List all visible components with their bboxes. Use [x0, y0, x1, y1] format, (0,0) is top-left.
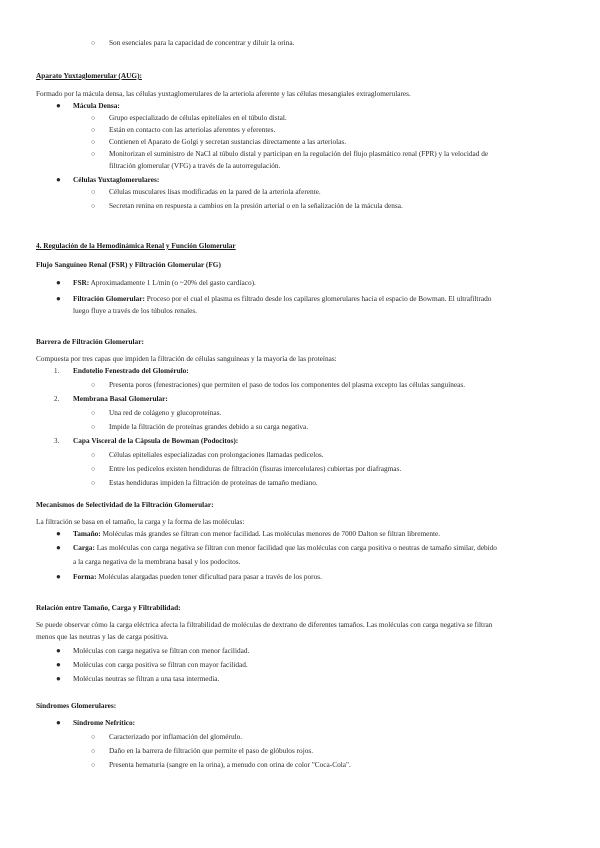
- circle-bullet-icon: ○: [91, 747, 96, 755]
- circle-bullet-icon: ○: [91, 114, 96, 122]
- circle-bullet-icon: ○: [91, 479, 96, 487]
- section-4: [36, 240, 566, 317]
- list-item: ○ Células musculares lisas modificadas en la pared de la arteriola aferente.: [91, 187, 321, 196]
- sindromes-section: [36, 700, 566, 771]
- section-heading: Aparato Yuxtaglomerular (AUG):: [36, 71, 142, 80]
- circle-bullet-icon: ○: [91, 465, 96, 473]
- list-item: ○ Una red de colágeno y glucoproteínas.: [91, 408, 222, 417]
- section-heading: Barrera de Filtración Glomerular:: [36, 337, 144, 346]
- numbered-item: 3. Capa Visceral de la Cápsula de Bowman (Podocitos):: [54, 436, 239, 445]
- numbered-item: 1. Endotelio Fenestrado del Glomérulo:: [54, 366, 189, 375]
- list-item: ○ Presenta poros (fenestraciones) que permiten el paso de todos los componentes del plasma excepto las células sanguíneas.: [91, 380, 466, 389]
- bullet-icon: ●: [56, 674, 61, 683]
- bullet-icon: ●: [56, 278, 61, 287]
- list-item: ○ Entre los pedicelos existen hendiduras de filtración (fisuras intercelulares) cubiertas por diafragmas.: [91, 464, 402, 473]
- list-item: ○ Presenta hematuria (sangre en la orina), a menudo con orina de color "Coca-Cola".: [91, 760, 351, 769]
- list-item: ● Moléculas con carga positiva se filtran con mayor facilidad.: [56, 660, 248, 669]
- bullet-icon: ●: [56, 101, 61, 110]
- list-item: ○ Grupo especializado de células epiteliales en el túbulo distal.: [91, 113, 287, 122]
- bullet-icon: ●: [56, 529, 61, 538]
- list-item: ○ Contienen el Aparato de Golgi y secretan sustancias directamente a las arteriolas.: [91, 137, 347, 146]
- circle-bullet-icon: ○: [91, 451, 96, 459]
- circle-bullet-icon: ○: [91, 733, 96, 741]
- circle-bullet-icon: ○: [91, 761, 96, 769]
- list-item: ● Tamaño: Moléculas más grandes se filtran con menor facilidad. Las moléculas menores de 7000 Dalton se filtran libremente.: [56, 529, 441, 538]
- numbered-item: 2. Membrana Basal Glomerular:: [54, 394, 168, 403]
- barrera-section: [36, 336, 566, 489]
- list-item-continuation: luego fluye a través de los túbulos renales.: [73, 306, 198, 315]
- list-item-continuation: a la carga negativa de la membrana basal y los podocitos.: [73, 557, 241, 566]
- bullet-icon: ●: [56, 646, 61, 655]
- paragraph: Compuesta por tres capas que impiden la filtración de células sanguíneas y la mayoría de las proteínas:: [36, 354, 337, 363]
- list-item: ○ Daño en la barrera de filtración que permite el paso de glóbulos rojos.: [91, 746, 314, 755]
- paragraph: Se puede observar cómo la carga eléctrica afecta la filtrabilidad de moléculas de dextrano de diferentes tamaños. Las moléculas con carga negativa se filtran: [36, 620, 493, 629]
- section-heading: Síndromes Glomerulares:: [36, 701, 117, 710]
- list-item: ● Filtración Glomerular: Proceso por el cual el plasma es filtrado desde los capilares glomerulares hacia el espacio de Bowman. El ultrafiltrado: [56, 294, 492, 303]
- list-item: ○ Impide la filtración de proteínas grandes debido a su carga negativa.: [91, 422, 309, 431]
- circle-bullet-icon: ○: [91, 423, 96, 431]
- bullet-icon: ●: [56, 572, 61, 581]
- circle-bullet-icon: ○: [91, 126, 96, 134]
- circle-bullet-icon: ○: [91, 138, 96, 146]
- circle-bullet-icon: ○: [91, 202, 96, 210]
- list-item: ● Moléculas neutras se filtran a una tasa intermedia.: [56, 674, 220, 683]
- paragraph-continuation: menos que las neutras y las de carga positiva.: [36, 632, 169, 641]
- section-heading: Relación entre Tamaño, Carga y Filtrabilidad:: [36, 603, 181, 612]
- section-heading: 4. Regulación de la Hemodinámica Renal y Función Glomerular: [36, 241, 236, 250]
- list-item: ● FSR: Aproximadamente 1 L/min (o ~20% del gasto cardíaco).: [56, 278, 256, 287]
- list-item: ● Forma: Moléculas alargadas pueden tener dificultad para pasar a través de los poros.: [56, 572, 322, 581]
- section-heading: Mecanismos de Selectividad de la Filtración Glomerular:: [36, 500, 214, 509]
- list-item: ● Carga: Las moléculas con carga negativa se filtran con menor facilidad que las moléculas con carga positiva o neutras de tamaño similar, debido: [56, 543, 497, 552]
- list-item: ○ Caracterizado por inflamación del glomérulo.: [91, 732, 243, 741]
- aug-section: [36, 70, 566, 212]
- list-item: ○ Están en contacto con las arteriolas aferentes y eferentes.: [91, 125, 276, 134]
- list-item: ● Moléculas con carga negativa se filtran con menor facilidad.: [56, 646, 250, 655]
- top-section: [36, 37, 566, 49]
- list-item-continuation: filtración glomerular (VFG) a través de la autorregulación.: [109, 161, 281, 170]
- paragraph: Formado por la mácula densa, las células yuxtaglomerulares de la arteriola aferente y las células mesangiales extraglomerulares.: [36, 89, 411, 98]
- bullet-icon: ●: [56, 175, 61, 184]
- list-item: ● Mácula Densa:: [56, 101, 120, 110]
- bullet-icon: ●: [56, 718, 61, 727]
- list-item: ○ Monitorizan el suministro de NaCl al túbulo distal y participan en la regulación del flujo plasmático renal (FPR) y la velocidad de: [91, 149, 489, 158]
- list-item: ○ Células epiteliales especializadas con prolongaciones llamadas pedicelos.: [91, 450, 324, 459]
- bullet-icon: ●: [56, 660, 61, 669]
- list-item: ● Células Yuxtaglomerulares:: [56, 175, 160, 184]
- list-item: ● Síndrome Nefrítico:: [56, 718, 136, 727]
- list-item: ○ Son esenciales para la capacidad de concentrar y diluir la orina.: [91, 38, 295, 47]
- bullet-icon: ●: [56, 543, 61, 552]
- mecanismos-section: [36, 499, 566, 583]
- list-item: ○ Secretan renina en respuesta a cambios en la presión arterial o en la señalización de la mácula densa.: [91, 201, 403, 210]
- circle-bullet-icon: ○: [91, 150, 96, 158]
- circle-bullet-icon: ○: [91, 188, 96, 196]
- circle-bullet-icon: ○: [91, 381, 96, 389]
- bullet-icon: ●: [56, 294, 61, 303]
- paragraph: La filtración se basa en el tamaño, la carga y la forma de las moléculas:: [36, 517, 245, 526]
- circle-bullet-icon: ○: [91, 409, 96, 417]
- list-item: ○ Estas hendiduras impiden la filtración de proteínas de tamaño mediano.: [91, 478, 318, 487]
- subsection-heading: Flujo Sanguíneo Renal (FSR) y Filtración Glomerular (FG): [36, 260, 221, 269]
- circle-bullet-icon: ○: [91, 39, 96, 47]
- relacion-section: [36, 602, 566, 685]
